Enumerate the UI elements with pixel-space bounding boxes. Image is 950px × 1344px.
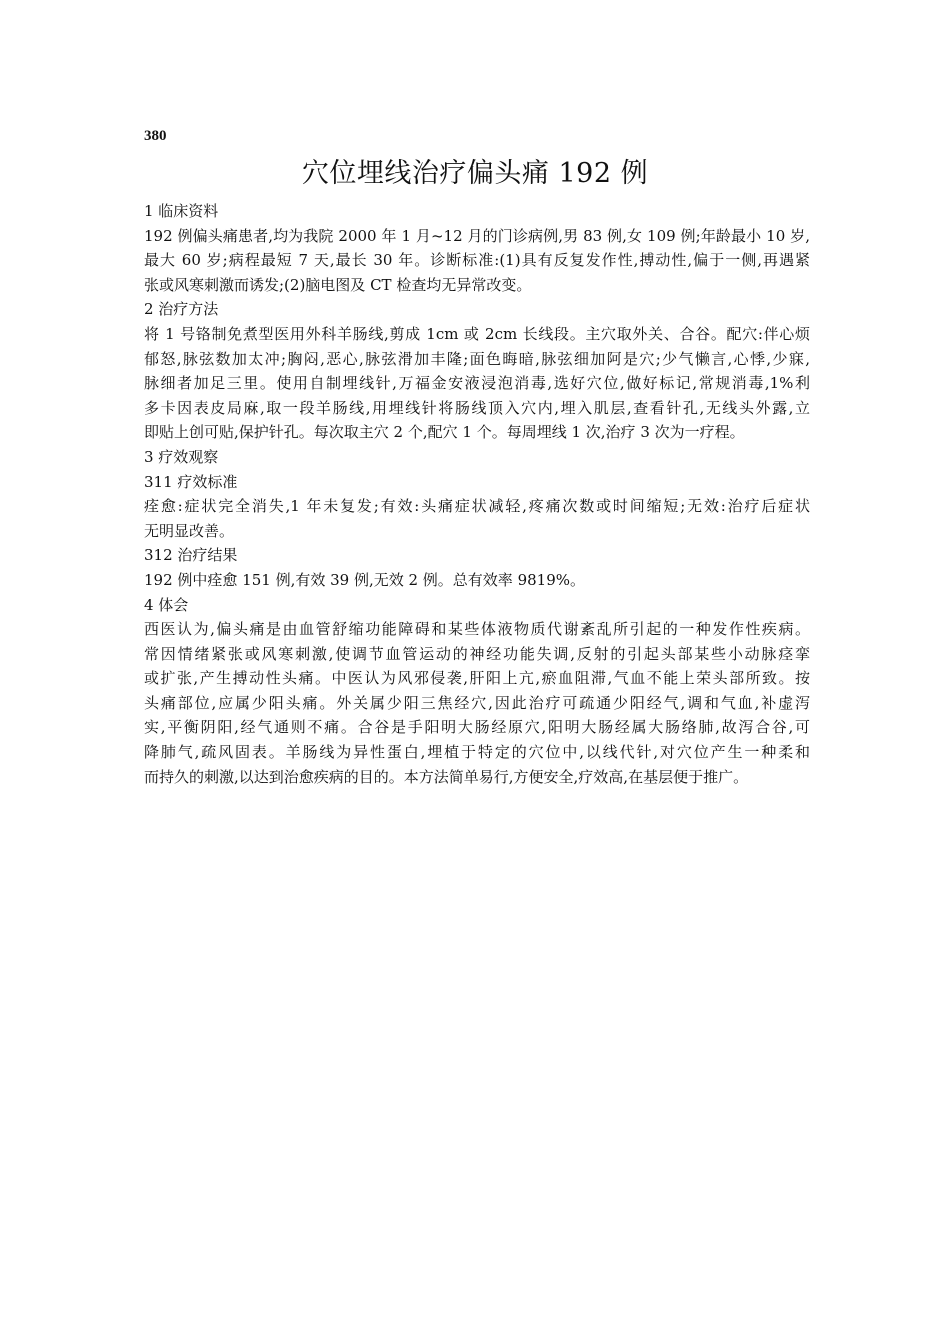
- text-line: 西医认为,偏头痛是由血管舒缩功能障碍和某些体液物质代谢紊乱所引起的一种发作性疾病。: [144, 620, 810, 639]
- paragraph: [144, 568, 810, 593]
- text-line: 多卡因表皮局麻,取一段羊肠线,用埋线针将肠线顶入穴内,埋入肌层,查看针孔,无线头外露,立: [144, 398, 810, 417]
- text-line: 192 例中痊愈 151 例,有效 39 例,无效 2 例。总有效率 9819%。: [144, 570, 586, 589]
- text-line: 或扩张,产生搏动性头痛。中医认为风邪侵袭,肝阳上亢,瘀血阻滞,气血不能上荣头部所致。按: [144, 669, 810, 688]
- text-line: 无明显改善。: [144, 521, 235, 540]
- paragraph: [144, 322, 810, 445]
- section-heading: 311 疗效标准: [144, 472, 238, 491]
- text-line: 痊愈:症状完全消失,1 年未复发;有效:头痛症状减轻,疼痛次数或时间缩短;无效:治疗后症状: [144, 497, 810, 516]
- text-line: 头痛部位,应属少阳头痛。外关属少阳三焦经穴,因此治疗可疏通少阳经气,调和气血,补虚泻: [144, 693, 810, 712]
- text-line: 张或风寒刺激而诱发;(2)脑电图及 CT 检查均无异常改变。: [144, 275, 532, 294]
- article-title: 穴位埋线治疗偏头痛 192 例: [301, 158, 649, 189]
- article-body: [144, 199, 810, 789]
- text-line: 实,平衡阴阳,经气通则不痛。合谷是手阳明大肠经原穴,阳明大肠经属大肠络肺,故泻合谷,可: [144, 718, 810, 737]
- text-line: 常因情绪紧张或风寒刺激,使调节血管运动的神经功能失调,反射的引起头部某些小动脉痉挛: [144, 644, 810, 663]
- text-line: 192 例偏头痛患者,均为我院 2000 年 1 月~12 月的门诊病例,男 83 例,女 109 例;年龄最小 10 岁,: [144, 226, 810, 245]
- text-line: 即贴上创可贴,保护针孔。每次取主穴 2 个,配穴 1 个。每周埋线 1 次,治疗 3 次为一疗程。: [144, 423, 745, 442]
- paragraph: [144, 224, 810, 298]
- text-line: 最大 60 岁;病程最短 7 天,最长 30 年。诊断标准:(1)具有反复发作性,搏动性,偏于一侧,再遇紧: [144, 251, 810, 270]
- text-line: 郁怒,脉弦数加太冲;胸闷,恶心,脉弦滑加丰隆;面色晦暗,脉弦细加阿是穴;少气懒言,心悸,少寐,: [144, 349, 810, 368]
- text-line: 将 1 号铬制免煮型医用外科羊肠线,剪成 1cm 或 2cm 长线段。主穴取外关、合谷。配穴:伴心烦: [144, 324, 810, 343]
- paragraph: [144, 617, 810, 789]
- text-line: 降肺气,疏风固表。羊肠线为异性蛋白,埋植于特定的穴位中,以线代针,对穴位产生一种柔和: [144, 743, 810, 762]
- paragraph: [144, 494, 810, 543]
- section-heading: 1 临床资料: [144, 202, 219, 220]
- section-heading: 2 治疗方法: [144, 300, 219, 319]
- text-line: 脉细者加足三里。使用自制埋线针,万福金安液浸泡消毒,选好穴位,做好标记,常规消毒,1%利: [144, 374, 810, 393]
- page-number: 380: [144, 128, 167, 144]
- section-heading: 3 疗效观察: [144, 447, 219, 466]
- section-heading: 312 治疗结果: [144, 546, 238, 565]
- section-heading: 4 体会: [144, 595, 189, 614]
- text-line: 而持久的刺激,以达到治愈疾病的目的。本方法简单易行,方便安全,疗效高,在基层便于推广。: [144, 767, 749, 786]
